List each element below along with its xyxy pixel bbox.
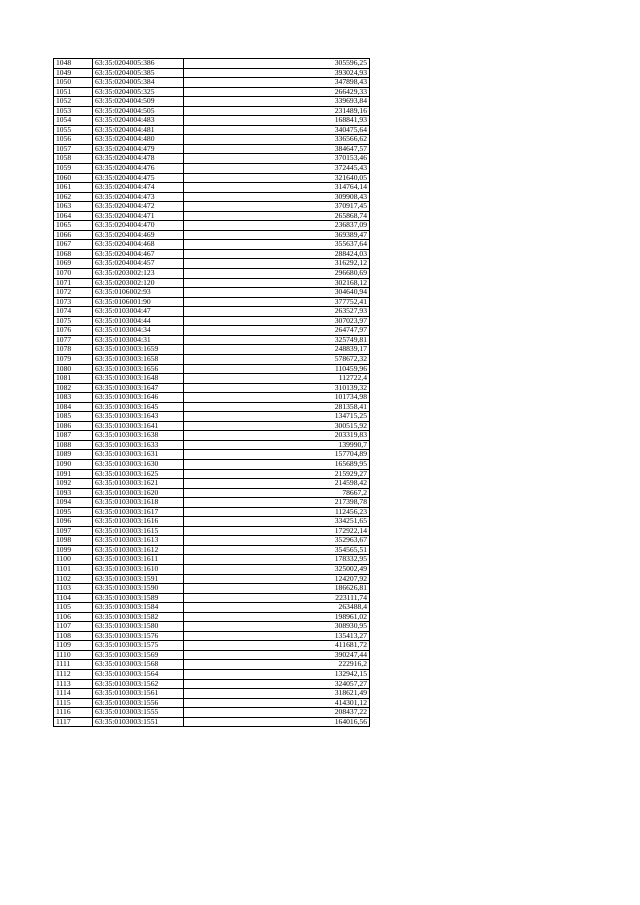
row-number-cell: 1074 bbox=[54, 307, 93, 317]
row-number-cell: 1080 bbox=[54, 364, 93, 374]
cadastral-value-cell: 304640,94 bbox=[184, 288, 370, 298]
cadastral-number-cell: 63:35:0204005:386 bbox=[93, 59, 184, 69]
cadastral-number-cell: 63:35:0103003:1590 bbox=[93, 584, 184, 594]
cadastral-value-cell: 135413,27 bbox=[184, 631, 370, 641]
table-body bbox=[54, 59, 370, 727]
cadastral-value-cell: 318621,49 bbox=[184, 689, 370, 699]
row-number-cell: 1082 bbox=[54, 383, 93, 393]
table-row bbox=[54, 154, 370, 164]
row-number-cell: 1048 bbox=[54, 59, 93, 69]
cadastral-value-cell: 157704,89 bbox=[184, 450, 370, 460]
row-number-cell: 1070 bbox=[54, 269, 93, 279]
row-number-cell: 1102 bbox=[54, 574, 93, 584]
table-row bbox=[54, 670, 370, 680]
row-number-cell: 1092 bbox=[54, 479, 93, 489]
cadastral-number-cell: 63:35:0103003:1612 bbox=[93, 545, 184, 555]
table-row bbox=[54, 459, 370, 469]
cadastral-value-cell: 208437,22 bbox=[184, 708, 370, 718]
cadastral-value-cell: 393024,93 bbox=[184, 68, 370, 78]
table-row bbox=[54, 440, 370, 450]
cadastral-value-cell: 414301,12 bbox=[184, 698, 370, 708]
row-number-cell: 1068 bbox=[54, 249, 93, 259]
cadastral-value-cell: 139990,7 bbox=[184, 440, 370, 450]
row-number-cell: 1114 bbox=[54, 689, 93, 699]
table-row bbox=[54, 297, 370, 307]
table-row bbox=[54, 412, 370, 422]
table-row bbox=[54, 135, 370, 145]
table-row bbox=[54, 116, 370, 126]
cadastral-number-cell: 63:35:0103003:1656 bbox=[93, 364, 184, 374]
row-number-cell: 1117 bbox=[54, 717, 93, 727]
cadastral-value-cell: 321640,05 bbox=[184, 173, 370, 183]
row-number-cell: 1085 bbox=[54, 412, 93, 422]
cadastral-number-cell: 63:35:0103003:1576 bbox=[93, 631, 184, 641]
cadastral-value-cell: 310139,32 bbox=[184, 383, 370, 393]
row-number-cell: 1060 bbox=[54, 173, 93, 183]
table-row bbox=[54, 469, 370, 479]
cadastral-number-cell: 63:35:0103003:1618 bbox=[93, 498, 184, 508]
cadastral-number-cell: 63:35:0103003:1562 bbox=[93, 679, 184, 689]
table-row bbox=[54, 564, 370, 574]
table-row bbox=[54, 288, 370, 298]
cadastral-number-cell: 63:35:0204004:474 bbox=[93, 183, 184, 193]
row-number-cell: 1111 bbox=[54, 660, 93, 670]
table-row bbox=[54, 59, 370, 69]
cadastral-value-cell: 110459,96 bbox=[184, 364, 370, 374]
cadastral-value-cell: 198961,02 bbox=[184, 612, 370, 622]
cadastral-value-cell: 336566,62 bbox=[184, 135, 370, 145]
table-row bbox=[54, 536, 370, 546]
cadastral-value-table bbox=[53, 58, 370, 727]
cadastral-value-cell: 215929,27 bbox=[184, 469, 370, 479]
cadastral-value-cell: 288424,03 bbox=[184, 249, 370, 259]
cadastral-value-cell: 172922,14 bbox=[184, 526, 370, 536]
cadastral-number-cell: 63:35:0204004:472 bbox=[93, 202, 184, 212]
table-row bbox=[54, 354, 370, 364]
table-row bbox=[54, 316, 370, 326]
row-number-cell: 1098 bbox=[54, 536, 93, 546]
cadastral-value-cell: 305596,25 bbox=[184, 59, 370, 69]
row-number-cell: 1093 bbox=[54, 488, 93, 498]
table-row bbox=[54, 622, 370, 632]
row-number-cell: 1083 bbox=[54, 393, 93, 403]
row-number-cell: 1077 bbox=[54, 335, 93, 345]
row-number-cell: 1079 bbox=[54, 354, 93, 364]
row-number-cell: 1056 bbox=[54, 135, 93, 145]
cadastral-number-cell: 63:35:0103003:1641 bbox=[93, 421, 184, 431]
table-row bbox=[54, 631, 370, 641]
cadastral-number-cell: 63:35:0103003:1582 bbox=[93, 612, 184, 622]
table-row bbox=[54, 479, 370, 489]
cadastral-number-cell: 63:35:0103003:1631 bbox=[93, 450, 184, 460]
cadastral-value-cell: 214598,42 bbox=[184, 479, 370, 489]
cadastral-number-cell: 63:35:0204004:468 bbox=[93, 240, 184, 250]
row-number-cell: 1116 bbox=[54, 708, 93, 718]
row-number-cell: 1084 bbox=[54, 402, 93, 412]
row-number-cell: 1097 bbox=[54, 526, 93, 536]
table-row bbox=[54, 593, 370, 603]
row-number-cell: 1107 bbox=[54, 622, 93, 632]
cadastral-number-cell: 63:35:0103003:1643 bbox=[93, 412, 184, 422]
cadastral-value-cell: 203319,83 bbox=[184, 431, 370, 441]
row-number-cell: 1090 bbox=[54, 459, 93, 469]
cadastral-number-cell: 63:35:0204004:473 bbox=[93, 192, 184, 202]
row-number-cell: 1067 bbox=[54, 240, 93, 250]
cadastral-number-cell: 63:35:0103003:1621 bbox=[93, 479, 184, 489]
cadastral-value-cell: 377752,41 bbox=[184, 297, 370, 307]
row-number-cell: 1105 bbox=[54, 603, 93, 613]
cadastral-number-cell: 63:35:0103003:1630 bbox=[93, 459, 184, 469]
table-row bbox=[54, 221, 370, 231]
row-number-cell: 1096 bbox=[54, 517, 93, 527]
cadastral-number-cell: 63:35:0204004:469 bbox=[93, 230, 184, 240]
row-number-cell: 1112 bbox=[54, 670, 93, 680]
cadastral-number-cell: 63:35:0204004:481 bbox=[93, 125, 184, 135]
row-number-cell: 1089 bbox=[54, 450, 93, 460]
row-number-cell: 1054 bbox=[54, 116, 93, 126]
cadastral-value-cell: 390247,44 bbox=[184, 650, 370, 660]
row-number-cell: 1108 bbox=[54, 631, 93, 641]
row-number-cell: 1053 bbox=[54, 106, 93, 116]
cadastral-value-cell: 264747,97 bbox=[184, 326, 370, 336]
cadastral-value-cell: 222916,2 bbox=[184, 660, 370, 670]
cadastral-number-cell: 63:35:0204005:384 bbox=[93, 78, 184, 88]
table-row bbox=[54, 259, 370, 269]
row-number-cell: 1069 bbox=[54, 259, 93, 269]
cadastral-value-cell: 266429,33 bbox=[184, 87, 370, 97]
cadastral-number-cell: 63:35:0103004:47 bbox=[93, 307, 184, 317]
row-number-cell: 1051 bbox=[54, 87, 93, 97]
cadastral-value-cell: 236837,09 bbox=[184, 221, 370, 231]
row-number-cell: 1088 bbox=[54, 440, 93, 450]
table-row bbox=[54, 498, 370, 508]
cadastral-number-cell: 63:35:0103003:1658 bbox=[93, 354, 184, 364]
table-row bbox=[54, 345, 370, 355]
row-number-cell: 1055 bbox=[54, 125, 93, 135]
cadastral-value-cell: 165689,95 bbox=[184, 459, 370, 469]
table-row bbox=[54, 183, 370, 193]
table-row bbox=[54, 97, 370, 107]
cadastral-number-cell: 63:35:0103004:31 bbox=[93, 335, 184, 345]
cadastral-number-cell: 63:35:0203002:123 bbox=[93, 269, 184, 279]
table-row bbox=[54, 517, 370, 527]
cadastral-value-cell: 339693,84 bbox=[184, 97, 370, 107]
cadastral-value-cell: 112456,23 bbox=[184, 507, 370, 517]
cadastral-value-cell: 265868,74 bbox=[184, 211, 370, 221]
table-row bbox=[54, 545, 370, 555]
cadastral-value-cell: 231489,16 bbox=[184, 106, 370, 116]
table-row bbox=[54, 364, 370, 374]
table-row bbox=[54, 450, 370, 460]
cadastral-value-cell: 124207,92 bbox=[184, 574, 370, 584]
cadastral-number-cell: 63:35:0103003:1647 bbox=[93, 383, 184, 393]
row-number-cell: 1109 bbox=[54, 641, 93, 651]
row-number-cell: 1058 bbox=[54, 154, 93, 164]
row-number-cell: 1064 bbox=[54, 211, 93, 221]
row-number-cell: 1091 bbox=[54, 469, 93, 479]
table-row bbox=[54, 68, 370, 78]
cadastral-value-cell: 370153,46 bbox=[184, 154, 370, 164]
table-row bbox=[54, 164, 370, 174]
cadastral-number-cell: 63:35:0204004:467 bbox=[93, 249, 184, 259]
table-row bbox=[54, 488, 370, 498]
row-number-cell: 1101 bbox=[54, 564, 93, 574]
cadastral-number-cell: 63:35:0103003:1613 bbox=[93, 536, 184, 546]
row-number-cell: 1078 bbox=[54, 345, 93, 355]
cadastral-value-cell: 112722,4 bbox=[184, 374, 370, 384]
table-row bbox=[54, 421, 370, 431]
cadastral-number-cell: 63:35:0204004:457 bbox=[93, 259, 184, 269]
table-row bbox=[54, 708, 370, 718]
table-row bbox=[54, 326, 370, 336]
cadastral-value-cell: 168841,93 bbox=[184, 116, 370, 126]
cadastral-number-cell: 63:35:0103003:1561 bbox=[93, 689, 184, 699]
table-row bbox=[54, 230, 370, 240]
table-row bbox=[54, 402, 370, 412]
cadastral-value-cell: 263527,93 bbox=[184, 307, 370, 317]
cadastral-number-cell: 63:35:0204005:385 bbox=[93, 68, 184, 78]
row-number-cell: 1061 bbox=[54, 183, 93, 193]
cadastral-number-cell: 63:35:0204004:480 bbox=[93, 135, 184, 145]
table-row bbox=[54, 78, 370, 88]
cadastral-number-cell: 63:35:0103003:1555 bbox=[93, 708, 184, 718]
cadastral-number-cell: 63:35:0106001:90 bbox=[93, 297, 184, 307]
table-row bbox=[54, 173, 370, 183]
cadastral-number-cell: 63:35:0103003:1569 bbox=[93, 650, 184, 660]
table-row bbox=[54, 106, 370, 116]
row-number-cell: 1073 bbox=[54, 297, 93, 307]
row-number-cell: 1052 bbox=[54, 97, 93, 107]
cadastral-number-cell: 63:35:0103003:1638 bbox=[93, 431, 184, 441]
cadastral-number-cell: 63:35:0204004:483 bbox=[93, 116, 184, 126]
cadastral-number-cell: 63:35:0103003:1646 bbox=[93, 393, 184, 403]
cadastral-number-cell: 63:35:0103003:1580 bbox=[93, 622, 184, 632]
table-row bbox=[54, 650, 370, 660]
cadastral-number-cell: 63:35:0103003:1648 bbox=[93, 374, 184, 384]
cadastral-number-cell: 63:35:0203002:120 bbox=[93, 278, 184, 288]
cadastral-number-cell: 63:35:0103003:1617 bbox=[93, 507, 184, 517]
table-row bbox=[54, 717, 370, 727]
cadastral-value-cell: 316292,12 bbox=[184, 259, 370, 269]
cadastral-value-cell: 325749,81 bbox=[184, 335, 370, 345]
cadastral-number-cell: 63:35:0103003:1575 bbox=[93, 641, 184, 651]
cadastral-value-cell: 309908,43 bbox=[184, 192, 370, 202]
table-row bbox=[54, 335, 370, 345]
row-number-cell: 1110 bbox=[54, 650, 93, 660]
row-number-cell: 1057 bbox=[54, 144, 93, 154]
cadastral-number-cell: 63:35:0106002:93 bbox=[93, 288, 184, 298]
cadastral-number-cell: 63:35:0103003:1551 bbox=[93, 717, 184, 727]
cadastral-number-cell: 63:35:0204004:479 bbox=[93, 144, 184, 154]
row-number-cell: 1115 bbox=[54, 698, 93, 708]
table-row bbox=[54, 211, 370, 221]
cadastral-value-cell: 384647,57 bbox=[184, 144, 370, 154]
table-row bbox=[54, 192, 370, 202]
table-row bbox=[54, 393, 370, 403]
row-number-cell: 1072 bbox=[54, 288, 93, 298]
row-number-cell: 1100 bbox=[54, 555, 93, 565]
cadastral-value-cell: 334251,65 bbox=[184, 517, 370, 527]
row-number-cell: 1103 bbox=[54, 584, 93, 594]
row-number-cell: 1071 bbox=[54, 278, 93, 288]
cadastral-number-cell: 63:35:0103004:44 bbox=[93, 316, 184, 326]
cadastral-number-cell: 63:35:0103003:1615 bbox=[93, 526, 184, 536]
cadastral-number-cell: 63:35:0103003:1616 bbox=[93, 517, 184, 527]
cadastral-number-cell: 63:35:0103003:1568 bbox=[93, 660, 184, 670]
cadastral-value-cell: 302168,12 bbox=[184, 278, 370, 288]
row-number-cell: 1081 bbox=[54, 374, 93, 384]
table-row bbox=[54, 526, 370, 536]
table-row bbox=[54, 125, 370, 135]
cadastral-number-cell: 63:35:0103003:1645 bbox=[93, 402, 184, 412]
table-row bbox=[54, 584, 370, 594]
row-number-cell: 1095 bbox=[54, 507, 93, 517]
cadastral-value-cell: 308930,95 bbox=[184, 622, 370, 632]
table-row bbox=[54, 278, 370, 288]
cadastral-value-cell: 314764,14 bbox=[184, 183, 370, 193]
row-number-cell: 1106 bbox=[54, 612, 93, 622]
table-row bbox=[54, 240, 370, 250]
row-number-cell: 1094 bbox=[54, 498, 93, 508]
cadastral-value-cell: 324057,27 bbox=[184, 679, 370, 689]
table-row bbox=[54, 679, 370, 689]
table-row bbox=[54, 641, 370, 651]
cadastral-value-cell: 134715,25 bbox=[184, 412, 370, 422]
cadastral-value-cell: 307023,97 bbox=[184, 316, 370, 326]
cadastral-value-cell: 370917,45 bbox=[184, 202, 370, 212]
cadastral-value-cell: 411681,72 bbox=[184, 641, 370, 651]
table-row bbox=[54, 307, 370, 317]
cadastral-number-cell: 63:35:0204004:470 bbox=[93, 221, 184, 231]
row-number-cell: 1062 bbox=[54, 192, 93, 202]
row-number-cell: 1049 bbox=[54, 68, 93, 78]
cadastral-number-cell: 63:35:0204004:475 bbox=[93, 173, 184, 183]
cadastral-value-cell: 369389,47 bbox=[184, 230, 370, 240]
cadastral-number-cell: 63:35:0204004:509 bbox=[93, 97, 184, 107]
row-number-cell: 1066 bbox=[54, 230, 93, 240]
table-row bbox=[54, 689, 370, 699]
cadastral-value-cell: 248839,17 bbox=[184, 345, 370, 355]
cadastral-value-cell: 325002,49 bbox=[184, 564, 370, 574]
cadastral-number-cell: 63:35:0103003:1591 bbox=[93, 574, 184, 584]
row-number-cell: 1086 bbox=[54, 421, 93, 431]
table-row bbox=[54, 660, 370, 670]
row-number-cell: 1099 bbox=[54, 545, 93, 555]
table-row bbox=[54, 698, 370, 708]
cadastral-number-cell: 63:35:0103003:1584 bbox=[93, 603, 184, 613]
cadastral-value-cell: 355637,64 bbox=[184, 240, 370, 250]
table-row bbox=[54, 383, 370, 393]
cadastral-number-cell: 63:35:0204004:478 bbox=[93, 154, 184, 164]
cadastral-value-cell: 186626,81 bbox=[184, 584, 370, 594]
table-row bbox=[54, 202, 370, 212]
cadastral-number-cell: 63:35:0103003:1659 bbox=[93, 345, 184, 355]
table-row bbox=[54, 431, 370, 441]
cadastral-number-cell: 63:35:0103003:1564 bbox=[93, 670, 184, 680]
cadastral-value-cell: 352963,67 bbox=[184, 536, 370, 546]
table-row bbox=[54, 507, 370, 517]
row-number-cell: 1076 bbox=[54, 326, 93, 336]
cadastral-value-cell: 340475,64 bbox=[184, 125, 370, 135]
table-row bbox=[54, 144, 370, 154]
table-row bbox=[54, 374, 370, 384]
table-row bbox=[54, 249, 370, 259]
cadastral-number-cell: 63:35:0204004:505 bbox=[93, 106, 184, 116]
cadastral-value-cell: 578672,32 bbox=[184, 354, 370, 364]
cadastral-number-cell: 63:35:0204005:325 bbox=[93, 87, 184, 97]
cadastral-number-cell: 63:35:0103004:34 bbox=[93, 326, 184, 336]
cadastral-number-cell: 63:35:0103003:1611 bbox=[93, 555, 184, 565]
row-number-cell: 1059 bbox=[54, 164, 93, 174]
row-number-cell: 1087 bbox=[54, 431, 93, 441]
cadastral-number-cell: 63:35:0204004:471 bbox=[93, 211, 184, 221]
cadastral-value-cell: 178332,95 bbox=[184, 555, 370, 565]
cadastral-number-cell: 63:35:0103003:1633 bbox=[93, 440, 184, 450]
cadastral-value-cell: 101734,98 bbox=[184, 393, 370, 403]
table-row bbox=[54, 612, 370, 622]
table-row bbox=[54, 603, 370, 613]
row-number-cell: 1065 bbox=[54, 221, 93, 231]
cadastral-number-cell: 63:35:0204004:476 bbox=[93, 164, 184, 174]
cadastral-value-cell: 217398,78 bbox=[184, 498, 370, 508]
cadastral-value-cell: 223111,74 bbox=[184, 593, 370, 603]
cadastral-value-cell: 164016,56 bbox=[184, 717, 370, 727]
table-row bbox=[54, 555, 370, 565]
cadastral-value-cell: 300515,92 bbox=[184, 421, 370, 431]
row-number-cell: 1063 bbox=[54, 202, 93, 212]
cadastral-number-cell: 63:35:0103003:1589 bbox=[93, 593, 184, 603]
cadastral-value-cell: 78667,2 bbox=[184, 488, 370, 498]
cadastral-value-cell: 347898,43 bbox=[184, 78, 370, 88]
cadastral-value-cell: 296680,69 bbox=[184, 269, 370, 279]
row-number-cell: 1113 bbox=[54, 679, 93, 689]
cadastral-value-cell: 263488,4 bbox=[184, 603, 370, 613]
cadastral-value-cell: 132942,15 bbox=[184, 670, 370, 680]
row-number-cell: 1104 bbox=[54, 593, 93, 603]
table-row bbox=[54, 574, 370, 584]
cadastral-number-cell: 63:35:0103003:1625 bbox=[93, 469, 184, 479]
cadastral-number-cell: 63:35:0103003:1610 bbox=[93, 564, 184, 574]
cadastral-number-cell: 63:35:0103003:1620 bbox=[93, 488, 184, 498]
table-row bbox=[54, 269, 370, 279]
cadastral-value-cell: 281358,41 bbox=[184, 402, 370, 412]
row-number-cell: 1075 bbox=[54, 316, 93, 326]
cadastral-value-cell: 354565,51 bbox=[184, 545, 370, 555]
table-row bbox=[54, 87, 370, 97]
row-number-cell: 1050 bbox=[54, 78, 93, 88]
cadastral-number-cell: 63:35:0103003:1556 bbox=[93, 698, 184, 708]
cadastral-value-cell: 372445,43 bbox=[184, 164, 370, 174]
